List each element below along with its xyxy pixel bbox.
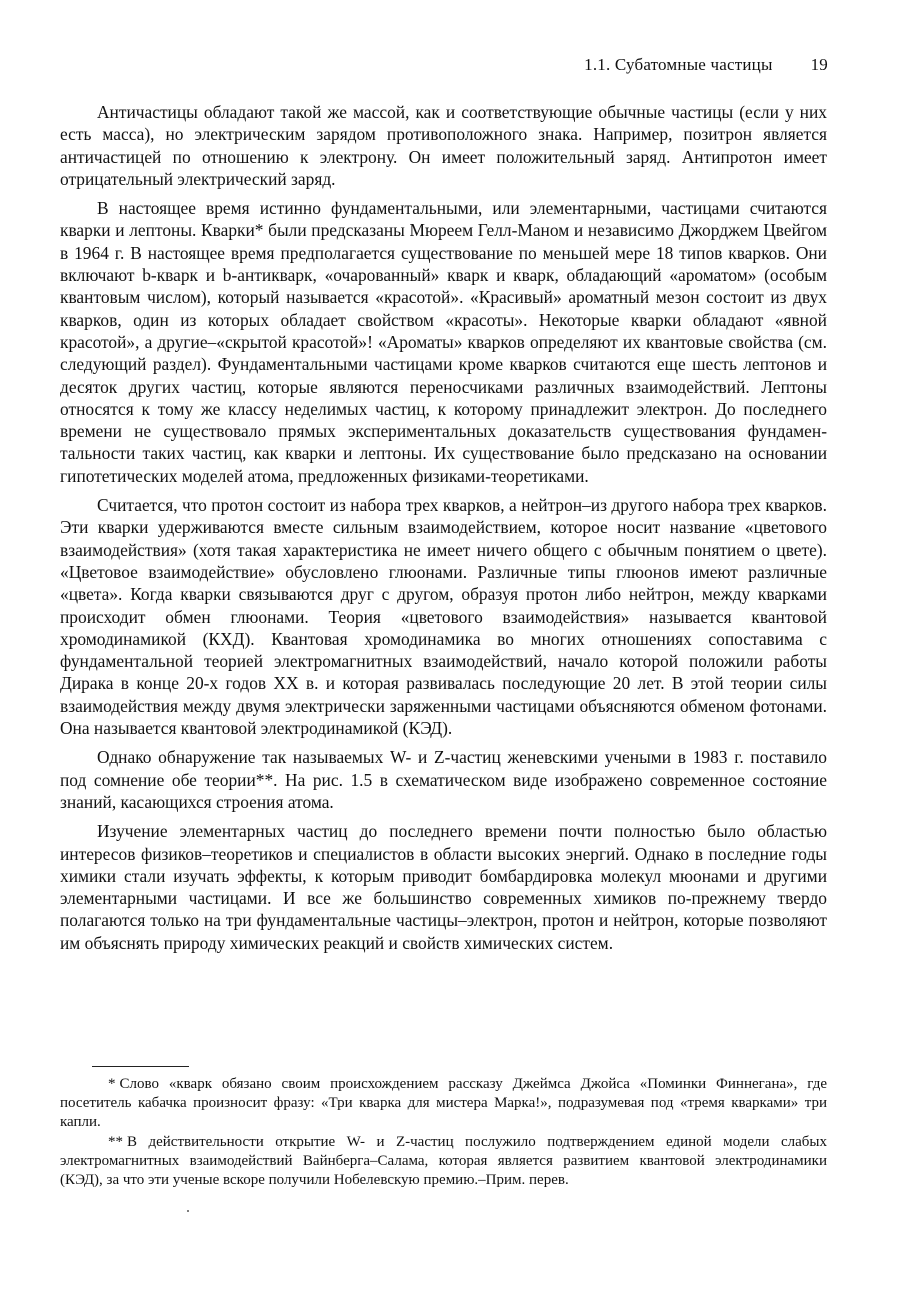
paragraph-color-interaction: Считается, что протон состоит из набора трех кварков, а нейтрон–из другого набора трех кварков. Эти кварки удерживаются вместе сильным взаимодействием, которое носит название «цветового взаимодействия» (хотя такая характеристика не имеет ничего общего с обычным понятием о цвете). «Цветовое взаимодействие» обусловлено глюонами. Различные типы глюонов имеют различные «цвета». Когда кварки связываются друг с другом, образуя протон либо нейтрон, между кварками происходит обмен глюонами. Теория «цветового взаимодействия» называется квантовой хромодинамикой (КХД). Квантовая хромодинамика во многих отношениях сопоставима с фундаментальной теорией электромагнитных взаимодействий, начало которой положили работы Дирака в конце 20-х годов XX в. и которая развивалась последующие 20 лет. В этой теории силы взаимодействия между двумя электрически заряженными частицами объясняются обменом фотонами. Она называется квантовой электродинамикой (КЭД). xyxy=(60,495,827,739)
footnote-mark: * xyxy=(108,1076,116,1092)
footnote-1 xyxy=(60,1075,827,1133)
main-text xyxy=(60,101,827,961)
paragraph-chemistry: Изучение элементарных частиц до последнего времени почти полностью было областью интересов физиков–теоретиков и специалистов в области высоких энергий. Однако в последние годы химики стали изучать эффекты, к которым приводит бомбардировка молекул мюонами и другими элементарными частицами. И все же большинство современных химиков по-прежнему твердо полагаются только на три фундаментальные частицы–электрон, протон и нейтрон, которые позволяют им объяснять природу химических реакций и свойств химических систем. xyxy=(60,821,827,953)
running-header xyxy=(584,55,828,75)
paragraph-quarks-leptons: В настоящее время истинно фундаментальными, или элементарными, частицами считаются кварки и лептоны. Кварки* были предсказаны Мюреем Гелл-Маном и независимо Джорджем Цвейгом в 1964 г. В настоящее время предполагается существование по меньшей мере 18 типов кварков. Они включают b-кварк и b-антикварк, «очарованный» кварк и кварк, обладающий «ароматом» (особым квантовым числом), который называется «красотой». «Красивый» ароматный мезон состоит из двух кварков, один из которых обладает свойством «красоты». Некоторые кварки обладают «явной красотой», а другие–«скрытой красотой»! «Ароматы» кварков определяют их квантовые свойства (см. следующий раздел). Фундаментальными частицами кроме кварков считаются еще шесть лептонов и десяток других частиц, которые являются переносчиками различных взаимодействий. Лептоны относятся к тому же классу неделимых частиц, к которому принадлежит электрон. До последнего времени не существовало прямых экспериментальных доказательств существования фундаментальности таких частиц, как кварки и лептоны. Их существование было предсказано на основании гипотетических моделей атома, предложенных физиками-теоретиками. xyxy=(60,198,827,486)
footnote-divider xyxy=(92,1066,189,1067)
footnote-text: Слово «кварк обязано своим происхождением рассказу Джеймса Джойса «Поминки Финнегана», где посетитель кабачка произносит фразу: «Три кварка для мистера Марка!», подразумевая под «тремя кварками» три капли. xyxy=(60,1076,827,1131)
paragraph-w-z-particles: Однако обнаружение так называемых W- и Z-частиц женевскими учеными в 1983 г. поставило под сомнение обе теории**. На рис. 1.5 в схематическом виде изображено современное состояние знаний, касающихся строения атома. xyxy=(60,747,827,812)
footnotes xyxy=(60,1075,827,1190)
footnote-text: В действительности открытие W- и Z-частиц послужило подтверждением единой модели слабых электромагнитных взаимодействий Вайнберга–Салама, которая является развитием квантовой электродинамики (КЭД), за что эти ученые вскоре получили Нобелевскую премию.–Прим. перев. xyxy=(60,1133,827,1189)
section-title: 1.1. Субатомные частицы xyxy=(584,55,773,74)
footnote-2 xyxy=(60,1133,827,1191)
print-speck xyxy=(187,1210,189,1212)
paragraph-antiparticles: Античастицы обладают такой же массой, как и соответствующие обычные частицы (если у них есть масса), но электрическим зарядом противоположного знака. Например, позитрон является античастицей по отношению к электрону. Он имеет положительный заряд. Антипротон имеет отрицательный электрический заряд. xyxy=(60,102,827,189)
page-number: 19 xyxy=(810,55,828,74)
footnote-mark: ** xyxy=(108,1133,123,1150)
